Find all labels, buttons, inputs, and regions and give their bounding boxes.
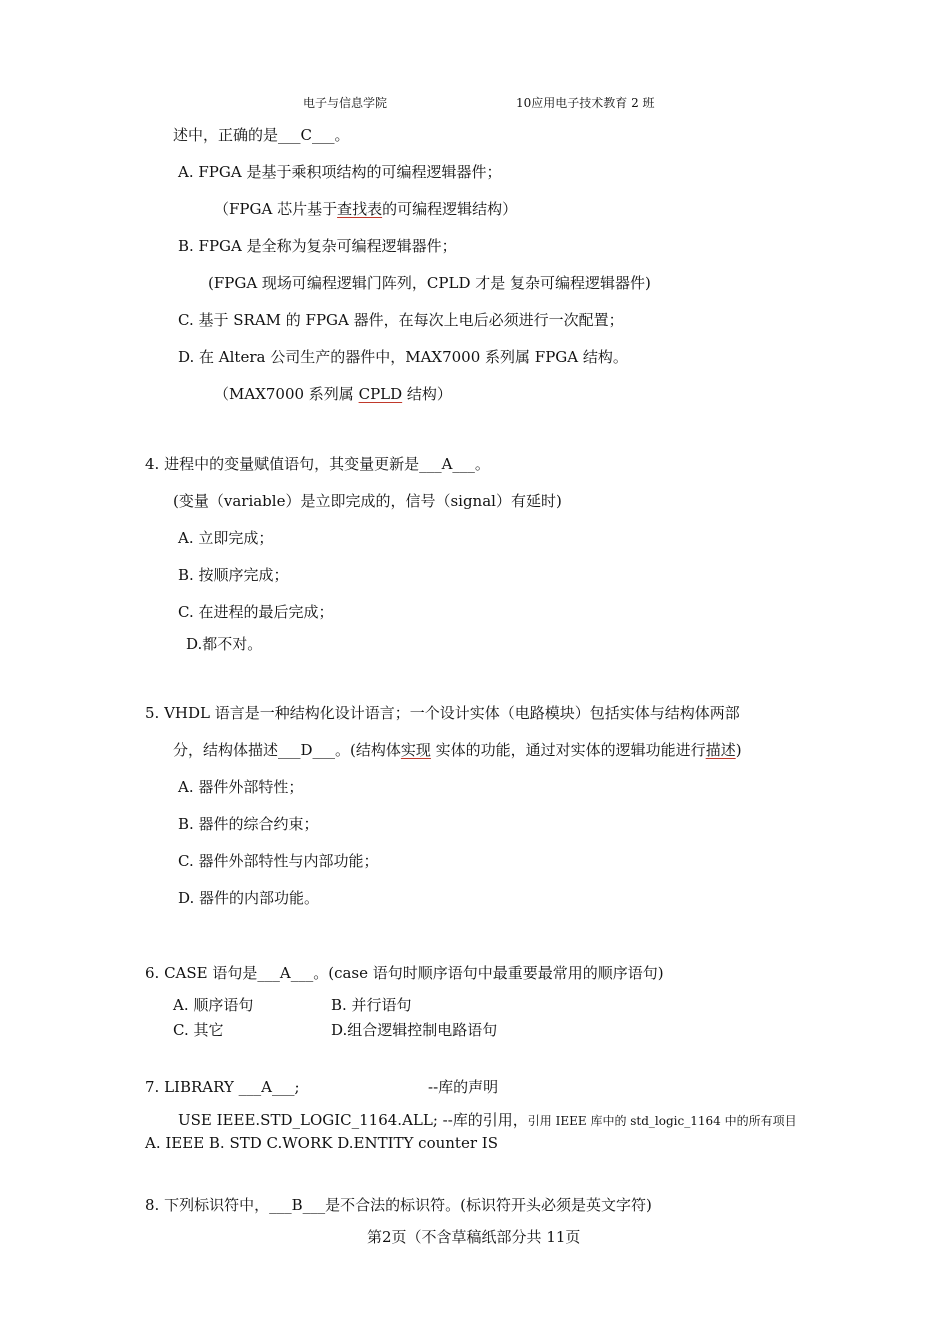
q7-use-note: 引用 IEEE 库中的 std_logic_1164 中的所有项目 [527,1114,797,1128]
q4-note: (变量（variable）是立即完成的，信号（signal）有延时) [173,492,562,510]
q8-stem: 8. 下列标识符中，___B___是不合法的标识符。(标识符开头必须是英文字符) [145,1196,652,1214]
q6-option-c: C. 其它 [173,1021,224,1039]
header-school: 电子与信息学院 [303,96,388,110]
q3-option-a: A. FPGA 是基于乘积项结构的可编程逻辑器件； [178,163,502,181]
q7-use-line: USE IEEE.STD_LOGIC_1164.ALL; --库的引用，引用 IEEE 库中的 std_logic_1164 中的所有项目 [178,1111,797,1129]
q4-option-c: C. 在进程的最后完成； [178,603,334,621]
q7-options: A. IEEE B. STD C.WORK D.ENTITY counter IS [145,1134,498,1152]
header-class: 10应用电子技术教育 2 班 [516,96,655,110]
q3-option-d-note: （MAX7000 系列属 CPLD 结构） [214,385,452,403]
q6-stem: 6. CASE 语句是___A___。(case 语句时顺序语句中最重要最常用的顺序语句) [145,964,664,982]
q3-option-b-note: (FPGA 现场可编程逻辑门阵列，CPLD 才是 复杂可编程逻辑器件) [208,274,651,292]
q3-option-a-note: （FPGA 芯片基于查找表的可编程逻辑结构） [214,200,518,218]
q3-option-d: D. 在 Altera 公司生产的器件中，MAX7000 系列属 FPGA 结构。 [178,348,628,366]
q3-option-c: C. 基于 SRAM 的 FPGA 器件，在每次上电后必须进行一次配置； [178,311,624,329]
q5-stem-line2: 分，结构体描述___D___。(结构体实现 实体的功能，通过对实体的逻辑功能进行描述) [173,741,742,759]
q6-option-a: A. 顺序语句 [173,996,254,1014]
q5-stem-line1: 5. VHDL 语言是一种结构化设计语言；一个设计实体（电路模块）包括实体与结构体两部 [145,704,740,722]
q7-library-line: 7. LIBRARY ___A___; [145,1078,300,1096]
q5-option-c: C. 器件外部特性与内部功能； [178,852,379,870]
q7-library-comment: --库的声明 [428,1078,499,1096]
q4-stem: 4. 进程中的变量赋值语句，其变量更新是___A___。 [145,455,490,473]
q6-option-d: D.组合逻辑控制电路语句 [331,1021,498,1039]
q3-stem: 述中，正确的是___C___。 [173,126,350,144]
q3-option-b: B. FPGA 是全称为复杂可编程逻辑器件； [178,237,457,255]
footer-page-number: 第2页（不含草稿纸部分共 11页 [367,1228,581,1246]
q4-option-a: A. 立即完成； [178,529,274,547]
q5-option-a: A. 器件外部特性； [178,778,304,796]
q5-option-d: D. 器件的内部功能。 [178,889,320,907]
q6-option-b: B. 并行语句 [331,996,412,1014]
q5-option-b: B. 器件的综合约束； [178,815,319,833]
q4-option-b: B. 按顺序完成； [178,566,289,584]
q4-option-d: D.都不对。 [186,635,263,653]
